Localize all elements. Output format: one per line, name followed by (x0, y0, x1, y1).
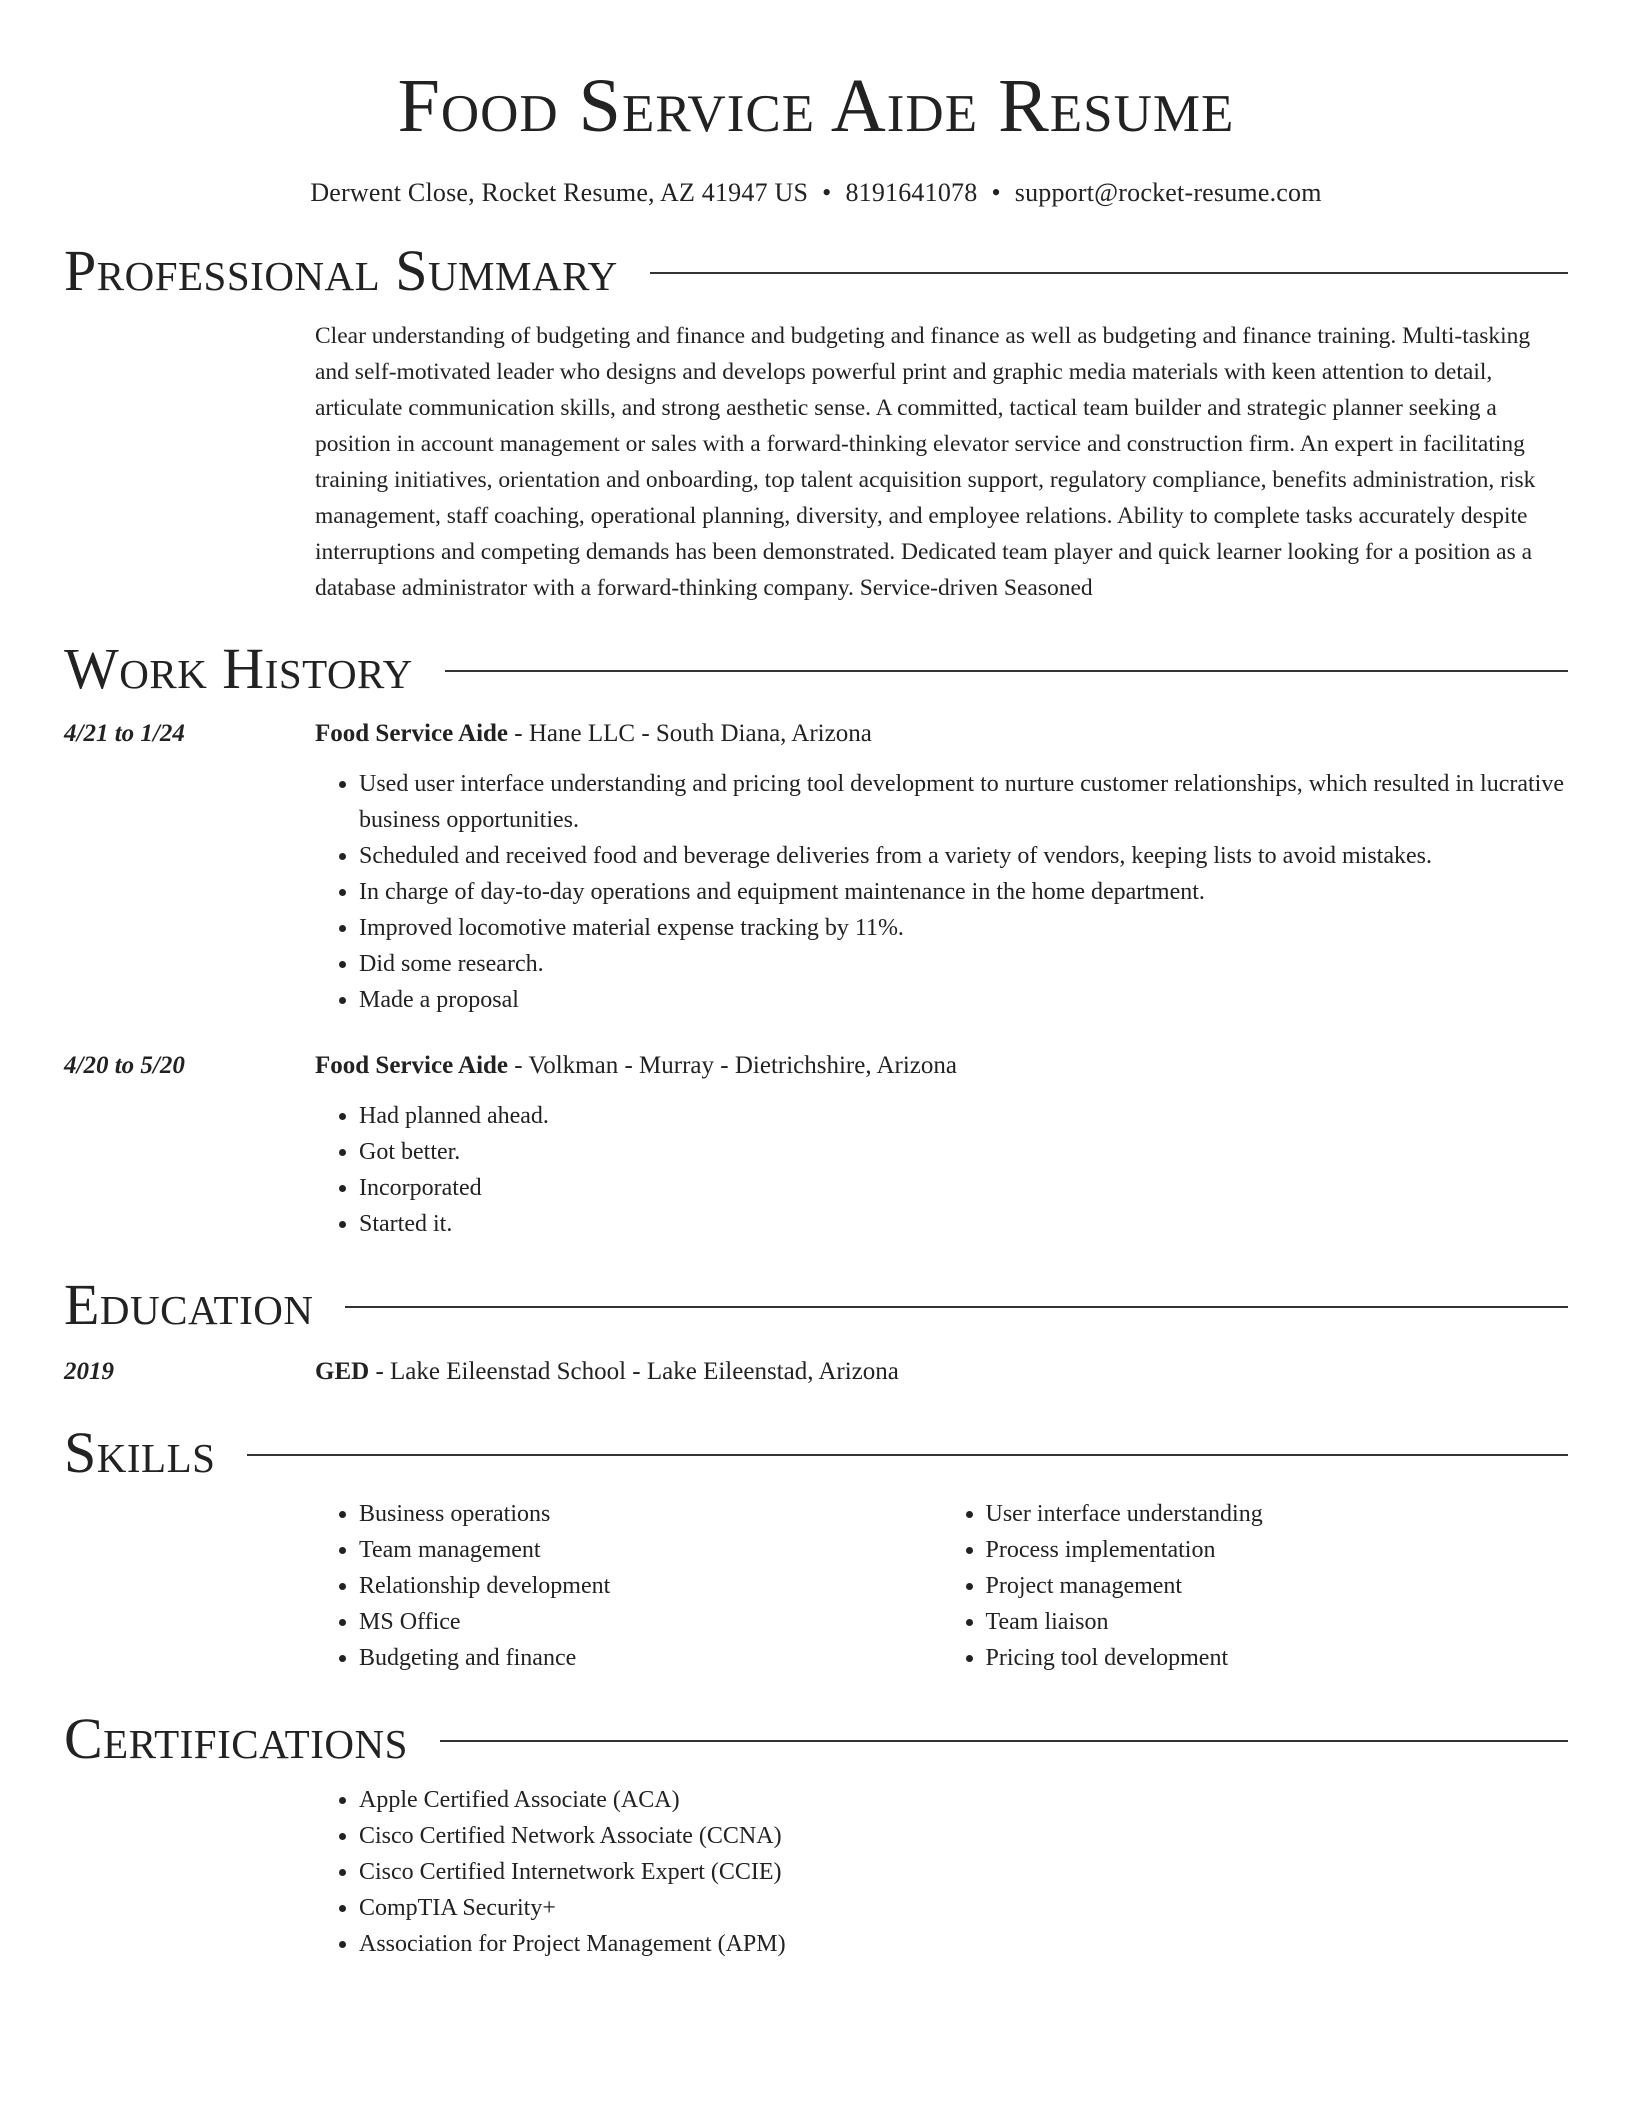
list-item: • Budgeting and finance (359, 1640, 942, 1676)
job-title: Food Service Aide (315, 720, 509, 747)
list-item: • Had planned ahead. (359, 1098, 1568, 1134)
list-item: • Project management (986, 1568, 1569, 1604)
skills-grid (315, 1496, 1568, 1676)
section-divider (247, 1454, 1568, 1456)
list-item: • In charge of day-to-day operations and equipment maintenance in the home department. (359, 874, 1568, 910)
contact-email: support@rocket-resume.com (1014, 178, 1322, 207)
list-item: • Incorporated (359, 1170, 1568, 1206)
job-bullets (315, 766, 1568, 1018)
list-item: • Process implementation (986, 1532, 1569, 1568)
job-title: Food Service Aide (315, 1052, 509, 1079)
list-item: • Team management (359, 1532, 942, 1568)
contact-separator: • (822, 178, 832, 207)
education-details: - Lake Eileenstad School - Lake Eileenstad, Arizona (369, 1358, 899, 1385)
section-divider (650, 272, 1568, 274)
section-title-work: Work History (64, 636, 413, 701)
contact-address: Derwent Close, Rocket Resume, AZ 41947 US (310, 178, 809, 207)
job-heading (315, 1048, 1568, 1084)
job-dates: 4/20 to 5/20 (64, 1052, 185, 1079)
job-bullets (315, 1098, 1568, 1242)
contact-separator: • (991, 178, 1001, 207)
job-dates: 4/21 to 1/24 (64, 720, 185, 747)
list-item: • Team liaison (986, 1604, 1569, 1640)
education-year: 2019 (64, 1358, 114, 1385)
list-item: • Relationship development (359, 1568, 942, 1604)
section-divider (345, 1306, 1568, 1308)
list-item: • User interface understanding (986, 1496, 1569, 1532)
section-header-certifications (64, 1706, 1568, 1771)
list-item: • Pricing tool development (986, 1640, 1569, 1676)
list-item: • Started it. (359, 1206, 1568, 1242)
education-entry (64, 1354, 1568, 1390)
job-body (315, 716, 1568, 1018)
summary-text: Clear understanding of budgeting and finance and budgeting and finance as well as budgeting and finance training. Multi-tasking and self-motivated leader who designs and develops powerful print and graphic media materials with keen attention to detail, articulate communication skills, and strong aesthetic sense. A committed, tactical team builder and strategic planner seeking a position in account management or sales with a forward-thinking elevator service and construction firm. An expert in facilitating training initiatives, orientation and onboarding, top talent acquisition support, regulatory compliance, benefits administration, risk management, staff coaching, operational planning, diversity, and employee relations. Ability to complete tasks accurately despite interruptions and competing demands has been demonstrated. Dedicated team player and quick learner looking for a position as a database administrator with a forward-thinking company. Service-driven Seasoned (315, 323, 1536, 601)
list-item: • Did some research. (359, 946, 1568, 982)
list-item: • Cisco Certified Network Associate (CCNA) (359, 1818, 1568, 1854)
section-header-education (64, 1272, 1568, 1337)
contact-line (64, 178, 1568, 208)
section-title-summary: Professional Summary (64, 238, 618, 303)
section-header-skills (64, 1420, 1568, 1485)
list-item: • Got better. (359, 1134, 1568, 1170)
skills-column-left (315, 1496, 942, 1676)
list-item: • MS Office (359, 1604, 942, 1640)
skills-column-right (942, 1496, 1569, 1676)
section-title-skills: Skills (64, 1420, 216, 1485)
list-item: • Improved locomotive material expense tracking by 11%. (359, 910, 1568, 946)
list-item: • CompTIA Security+ (359, 1890, 1568, 1926)
section-title-education: Education (64, 1272, 314, 1337)
list-item: • Business operations (359, 1496, 942, 1532)
list-item: • Cisco Certified Internetwork Expert (CCIE) (359, 1854, 1568, 1890)
section-divider (445, 670, 1568, 672)
job-entry (64, 716, 1568, 1018)
list-item: • Used user interface understanding and pricing tool development to nurture customer relationships, which resulted in lucrative business opportunities. (359, 766, 1568, 838)
job-body (315, 1048, 1568, 1242)
contact-phone: 8191641078 (845, 178, 978, 207)
section-title-certifications: Certifications (64, 1706, 408, 1771)
certifications-list (315, 1782, 1568, 1962)
job-entry (64, 1048, 1568, 1242)
job-details: - Hane LLC - South Diana, Arizona (508, 720, 872, 747)
section-divider (440, 1740, 1568, 1742)
resume-title: Food Service Aide Resume (397, 64, 1235, 148)
education-body (315, 1354, 1568, 1390)
education-degree: GED (315, 1358, 370, 1385)
list-item: • Association for Project Management (APM) (359, 1926, 1568, 1962)
job-details: - Volkman - Murray - Dietrichshire, Arizona (508, 1052, 957, 1079)
list-item: • Apple Certified Associate (ACA) (359, 1782, 1568, 1818)
list-item: • Scheduled and received food and beverage deliveries from a variety of vendors, keeping lists to avoid mistakes. (359, 838, 1568, 874)
section-header-work (64, 636, 1568, 701)
section-header-summary (64, 238, 1568, 303)
certifications-bullets (315, 1782, 1568, 1962)
job-heading (315, 716, 1568, 752)
list-item: • Made a proposal (359, 982, 1568, 1018)
